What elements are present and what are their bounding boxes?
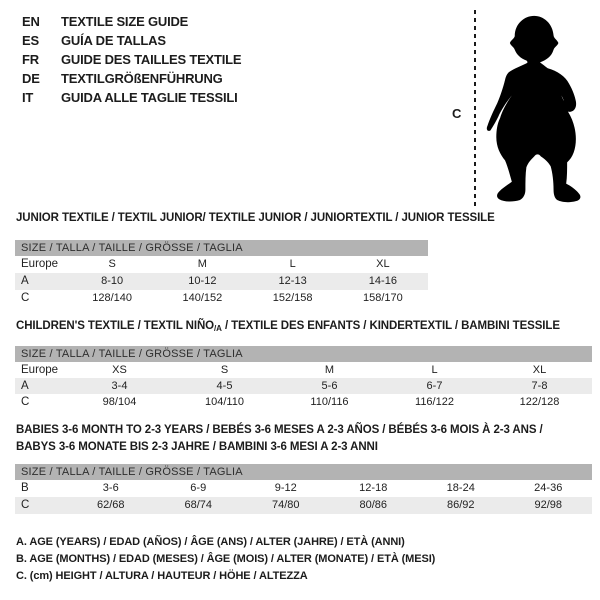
size-cell: 86/92	[417, 497, 505, 514]
size-cell: XL	[532, 364, 547, 376]
size-cell: 68/74	[155, 497, 243, 514]
size-cell: 62/68	[67, 497, 155, 514]
table-row	[15, 480, 592, 497]
size-cell: 128/140	[92, 292, 132, 304]
size-cell: XL	[376, 258, 390, 270]
table-row	[15, 362, 592, 378]
size-cell: 5-6	[277, 378, 382, 394]
children-size-table	[15, 346, 592, 410]
size-cell: 18-24	[446, 482, 475, 494]
row-label-cell: C	[15, 497, 67, 514]
language-title: GUÍA DE TALLAS	[61, 33, 166, 48]
row-label-cell: Europe	[21, 364, 59, 376]
size-cell: 110/116	[310, 396, 349, 408]
junior-section-heading: JUNIOR TEXTILE / TEXTIL JUNIOR/ TEXTILE JUNIOR / JUNIORTEXTIL / JUNIOR TESSILE	[16, 212, 495, 224]
footnote-age-years: A. AGE (YEARS) / EDAD (AÑOS) / ÂGE (ANS) / ALTER (JAHRE) / ETÀ (ANNI)	[16, 536, 405, 548]
size-cell: 14-16	[338, 273, 428, 290]
height-dashed-line	[474, 10, 476, 207]
size-cell: 122/128	[519, 396, 560, 408]
size-cell: M	[324, 364, 335, 376]
footnote-height-cm: C. (cm) HEIGHT / ALTURA / HAUTEUR / HÖHE / ALTEZZA	[16, 570, 308, 582]
row-label-cell: A	[15, 378, 67, 394]
size-cell: 7-8	[487, 378, 592, 394]
size-cell: 104/110	[205, 396, 244, 408]
size-cell: 74/80	[242, 497, 330, 514]
size-cell: 24-36	[534, 482, 563, 494]
language-code: ES	[22, 33, 39, 48]
language-row	[22, 31, 241, 50]
size-cell: 92/98	[505, 497, 593, 514]
language-row	[22, 88, 241, 107]
table-row	[15, 273, 428, 290]
size-header-row	[15, 464, 592, 480]
table-row	[15, 290, 428, 307]
size-header-row	[15, 346, 592, 362]
children-heading-sub: /A	[214, 324, 222, 333]
size-cell: 116/122	[415, 396, 454, 408]
size-cell: XS	[112, 364, 127, 376]
size-cell: L	[431, 364, 438, 376]
size-cell: 8-10	[67, 273, 157, 290]
table-row	[15, 378, 592, 394]
junior-size-table	[15, 240, 428, 307]
language-row	[22, 50, 241, 69]
size-cell: 12-13	[248, 273, 338, 290]
footnote-age-months: B. AGE (MONTHS) / EDAD (MESES) / ÂGE (MOIS) / ALTER (MONATE) / ETÀ (MESI)	[16, 553, 436, 565]
size-cell: 98/104	[102, 396, 137, 408]
height-measure-label: C	[452, 106, 462, 121]
language-code: EN	[22, 14, 40, 29]
size-cell: 80/86	[330, 497, 418, 514]
children-heading-post: / TEXTILE DES ENFANTS / KINDERTEXTIL / BAMBINI TESSILE	[221, 320, 560, 332]
size-cell: 10-12	[157, 273, 247, 290]
size-cell: 158/170	[362, 292, 403, 304]
size-cell: 6-9	[190, 482, 207, 494]
babies-size-table	[15, 464, 592, 514]
size-cell: 152/158	[272, 292, 313, 304]
language-title: GUIDA ALLE TAGLIE TESSILI	[61, 90, 238, 105]
row-label-cell: Europe	[21, 258, 59, 270]
size-header-label: SIZE / TALLA / TAILLE / GRÖSSE / TAGLIA	[15, 464, 592, 480]
size-cell: 3-6	[102, 482, 119, 494]
size-cell: 12-18	[359, 482, 388, 494]
table-row	[15, 256, 428, 273]
children-heading-pre: CHILDREN'S TEXTILE / TEXTIL NIÑO	[16, 320, 215, 332]
table-row	[15, 394, 592, 410]
children-section-heading	[16, 320, 560, 333]
language-code: DE	[22, 71, 40, 86]
language-title: TEXTILE SIZE GUIDE	[61, 14, 189, 29]
size-cell: S	[108, 258, 116, 270]
language-title: GUIDE DES TAILLES TEXTILE	[61, 52, 242, 67]
size-cell: 4-5	[172, 378, 277, 394]
size-cell: M	[197, 258, 207, 270]
size-header-label: SIZE / TALLA / TAILLE / GRÖSSE / TAGLIA	[15, 240, 428, 256]
language-row	[22, 69, 241, 88]
language-title: TEXTILGRÖßENFÜHRUNG	[61, 71, 223, 86]
table-row	[15, 497, 592, 514]
size-cell: 140/152	[182, 292, 223, 304]
row-label-cell: C	[21, 292, 30, 304]
toddler-silhouette-icon	[483, 10, 595, 206]
size-cell: L	[289, 258, 296, 270]
row-label-cell: B	[21, 482, 29, 494]
language-list	[22, 12, 241, 107]
babies-section-heading-line2: BABYS 3-6 MONATE BIS 2-3 JAHRE / BAMBINI 3-6 MESI A 2-3 ANNI	[16, 441, 378, 453]
row-label-cell: C	[21, 396, 30, 408]
size-cell: 6-7	[382, 378, 487, 394]
size-header-row	[15, 240, 428, 256]
size-cell: 3-4	[67, 378, 172, 394]
size-cell: 9-12	[274, 482, 297, 494]
babies-section-heading-line1: BABIES 3-6 MONTH TO 2-3 YEARS / BEBÉS 3-6 MESES A 2-3 AÑOS / BÉBÉS 3-6 MOIS À 2-3 ANS /	[16, 424, 543, 436]
size-cell: S	[220, 364, 229, 376]
language-row	[22, 12, 241, 31]
language-code: FR	[22, 52, 39, 67]
row-label-cell: A	[15, 273, 67, 290]
size-header-label: SIZE / TALLA / TAILLE / GRÖSSE / TAGLIA	[15, 346, 592, 362]
language-code: IT	[22, 90, 34, 105]
